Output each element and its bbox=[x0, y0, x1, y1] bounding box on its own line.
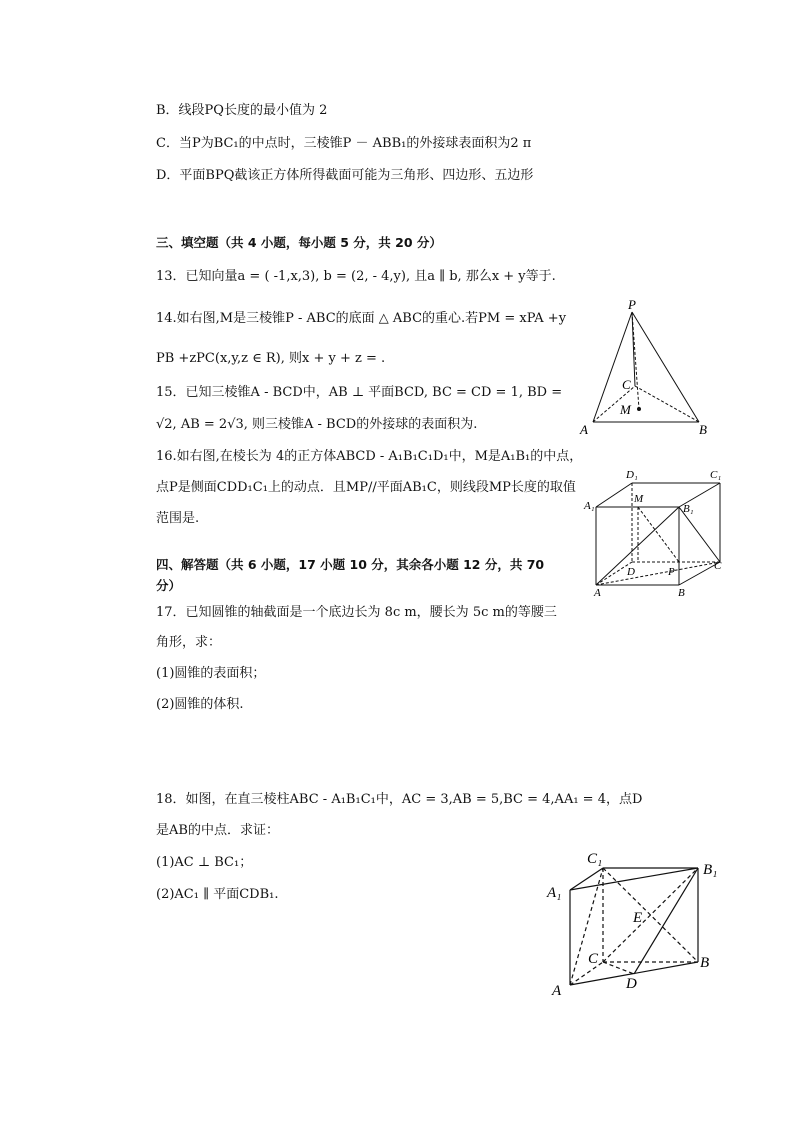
question-15-line2: √2, AB = 2√3, 则三棱锥A - BCD的外接球的表面积为. bbox=[156, 417, 478, 432]
label-p: P bbox=[628, 297, 636, 312]
edge-pb bbox=[632, 312, 699, 422]
label-d: D bbox=[626, 976, 637, 992]
label-b: B bbox=[678, 587, 685, 599]
label-c: C bbox=[588, 951, 599, 967]
label-e: E bbox=[633, 910, 643, 926]
label-c1: C₁ bbox=[710, 469, 722, 481]
question-13: 13．已知向量a = ( -1,x,3), b = (2, - 4,y), 且a ∥ b, 那么x + y等于. bbox=[156, 269, 556, 284]
option-d: D．平面BPQ截该正方体所得截面可能为三角形、四边形、五边形 bbox=[156, 168, 534, 183]
label-b: B bbox=[700, 955, 710, 971]
label-c: C bbox=[714, 560, 722, 572]
question-16-line3: 范围是. bbox=[156, 511, 200, 526]
section4-heading-line2: 分） bbox=[156, 578, 182, 593]
label-a1: A₁ bbox=[547, 885, 562, 901]
question-16-line1: 16.如右图,在棱长为 4的正方体ABCD - A₁B₁C₁D₁中，M是A₁B₁的中点， bbox=[156, 449, 583, 464]
label-a: A bbox=[552, 983, 562, 999]
cube-figure bbox=[582, 465, 732, 600]
section4-heading-line1: 四、解答题（共 6 小题，17 小题 10 分，其余各小题 12 分，共 70 bbox=[156, 557, 545, 572]
label-b1: B₁ bbox=[683, 503, 694, 515]
question-17-line2: 角形，求： bbox=[156, 635, 222, 650]
question-17-part2: (2)圆锥的体积. bbox=[156, 697, 244, 712]
question-14-line2: PB +zPC(x,y,z ∈ R), 则x + y + z = . bbox=[156, 351, 386, 366]
label-d1: D₁ bbox=[626, 469, 638, 481]
question-18-line1: 18．如图，在直三棱柱ABC - A₁B₁C₁中，AC = 3,AB = 5,BC = 4,AA₁ = 4，点D bbox=[156, 792, 643, 807]
label-c1: C₁ bbox=[587, 851, 603, 867]
question-18-part1: (1)AC ⊥ BC₁； bbox=[156, 855, 253, 870]
edge-bc bbox=[635, 386, 699, 422]
label-a: A bbox=[580, 422, 588, 437]
question-17-part1: (1)圆锥的表面积； bbox=[156, 666, 266, 681]
prism-figure bbox=[540, 845, 725, 1000]
label-a1: A₁ bbox=[584, 500, 595, 512]
question-16-line2: 点P是侧面CDD₁C₁上的动点．且MP//平面AB₁C，则线段MP长度的取值 bbox=[156, 480, 576, 495]
section3-heading: 三、填空题（共 4 小题，每小题 5 分，共 20 分） bbox=[156, 235, 442, 250]
question-17-line1: 17．已知圆锥的轴截面是一个底边长为 8c m，腰长为 5c m的等腰三 bbox=[156, 605, 557, 620]
label-m: M bbox=[620, 402, 631, 417]
question-18-part2: (2)AC₁ ∥ 平面CDB₁. bbox=[156, 887, 279, 902]
tetrahedron-figure bbox=[575, 295, 725, 440]
label-b1: B₁ bbox=[703, 862, 718, 878]
option-c: C．当P为BC₁的中点时，三棱锥P － ABB₁的外接球表面积为2 π bbox=[156, 136, 532, 151]
question-15-line1: 15．已知三棱锥A - BCD中，AB ⊥ 平面BCD, BC = CD = 1, BD = bbox=[156, 385, 563, 400]
option-b: B．线段PQ长度的最小值为 2 bbox=[156, 103, 328, 118]
label-a: A bbox=[594, 587, 601, 599]
label-c: C bbox=[622, 377, 631, 392]
question-18-line2: 是AB的中点．求证： bbox=[156, 823, 279, 838]
label-m: M bbox=[634, 493, 644, 505]
label-b: B bbox=[699, 422, 707, 437]
label-d: D bbox=[627, 566, 635, 578]
question-14-line1: 14.如右图,M是三棱锥P - ABC的底面 △ ABC的重心.若PM = xPA +y bbox=[156, 311, 567, 326]
label-p: P bbox=[668, 566, 675, 578]
point-m bbox=[637, 407, 641, 411]
